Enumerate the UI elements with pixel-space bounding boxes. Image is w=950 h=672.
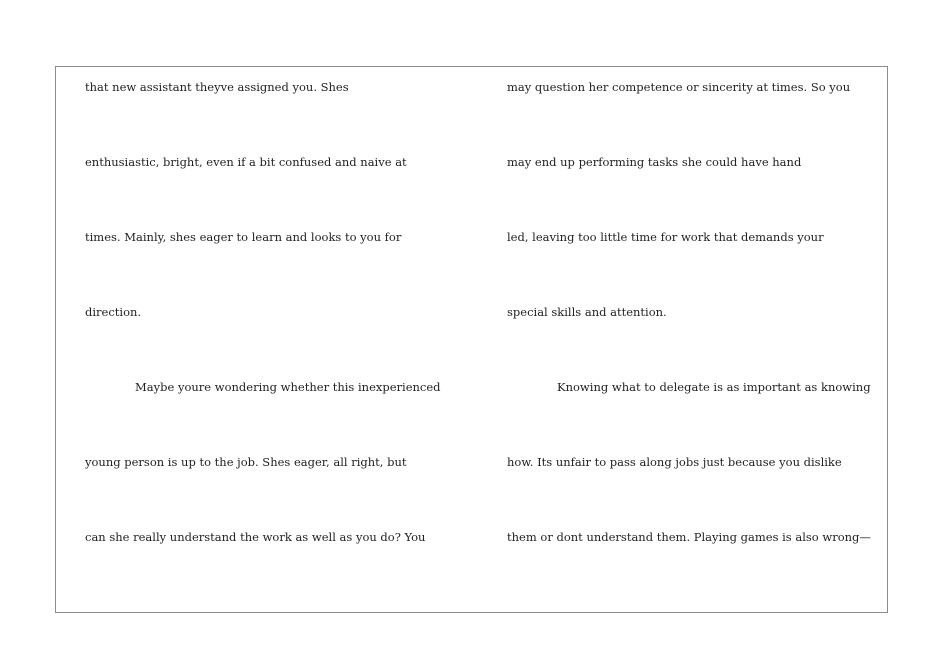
text-line: times. Mainly, shes eager to learn and looks to you for	[85, 230, 402, 244]
text-line: that new assistant theyve assigned you. Shes	[85, 80, 349, 94]
text-line: direction.	[85, 305, 142, 319]
text-line: them or dont understand them. Playing games is also wrong—	[507, 530, 871, 544]
text-line: can she really understand the work as well as you do? You	[85, 530, 426, 544]
paragraph-first-line: Knowing what to delegate is as important as knowing	[557, 380, 871, 394]
text-line: may end up performing tasks she could have hand	[507, 155, 802, 169]
text-line: led, leaving too little time for work that demands your	[507, 230, 824, 244]
paragraph-first-line: Maybe youre wondering whether this inexperienced	[135, 380, 441, 394]
text-line: special skills and attention.	[507, 305, 667, 319]
text-line: enthusiastic, bright, even if a bit confused and naive at	[85, 155, 407, 169]
text-line: how. Its unfair to pass along jobs just because you dislike	[507, 455, 842, 469]
text-line: young person is up to the job. Shes eager, all right, but	[85, 455, 407, 469]
text-line: may question her competence or sincerity at times. So you	[507, 80, 851, 94]
